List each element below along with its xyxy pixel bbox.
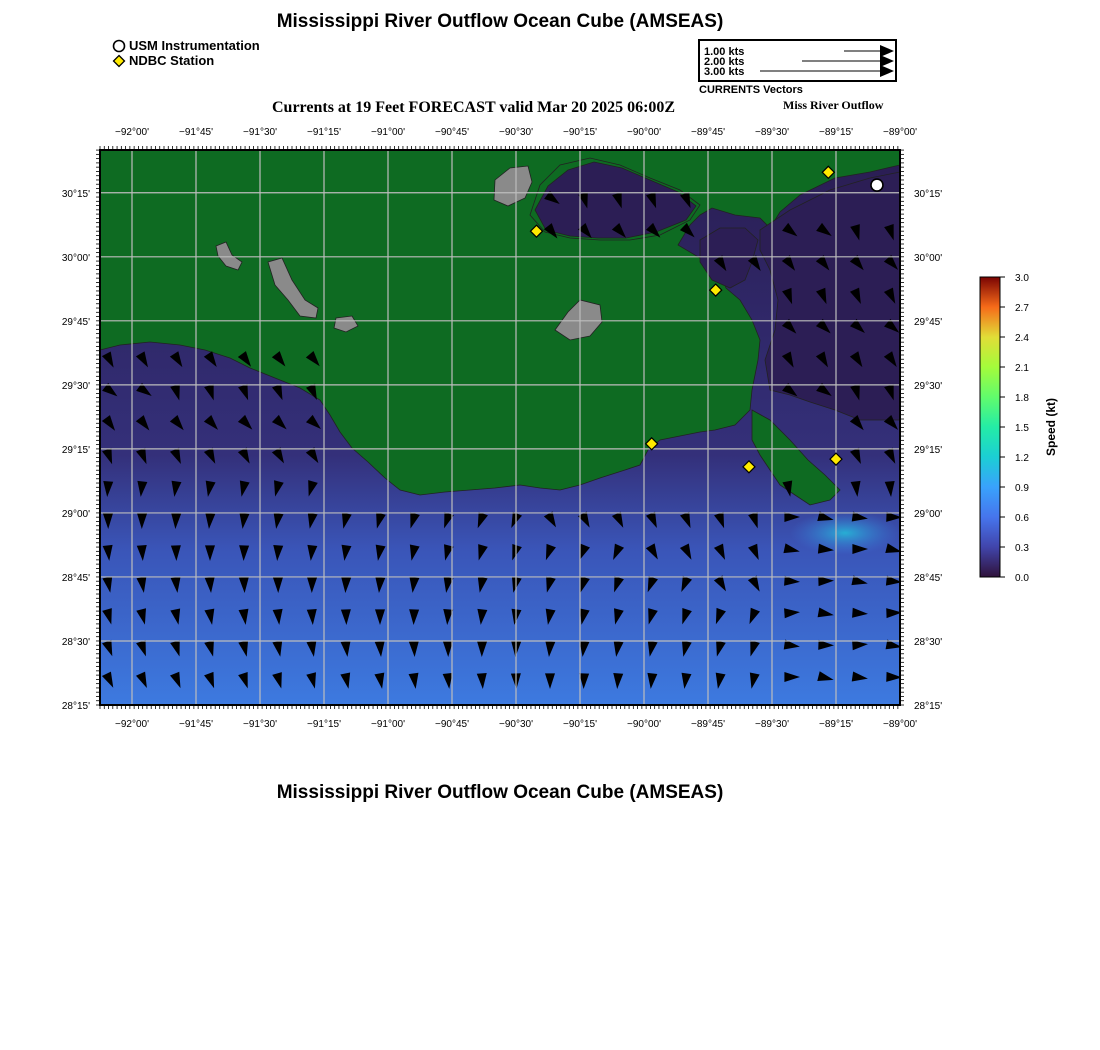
lat-label-left-1: 28°30' bbox=[61, 636, 90, 648]
colorbar-label-9: 2.7 bbox=[1015, 303, 1029, 314]
colorbar-label-0: 0.0 bbox=[1015, 573, 1029, 584]
lon-label-bottom-0: −92°00' bbox=[115, 719, 149, 730]
colorbar-label-2: 0.6 bbox=[1015, 513, 1029, 524]
lat-label-left-7: 30°00' bbox=[61, 252, 90, 264]
lon-label-top-3: −91°15' bbox=[307, 127, 341, 138]
lon-label-top-4: −91°00' bbox=[371, 127, 405, 138]
lon-label-bottom-2: −91°30' bbox=[243, 719, 277, 730]
lon-label-bottom-7: −90°15' bbox=[563, 719, 597, 730]
usm-site-0[interactable] bbox=[871, 179, 883, 191]
lon-label-bottom-8: −90°00' bbox=[627, 719, 661, 730]
lat-label-right-8: 30°15' bbox=[914, 188, 943, 200]
lon-label-top-12: −89°00' bbox=[883, 127, 917, 138]
map-subtitle: Currents at 19 Feet FORECAST valid Mar 20 2025 06:00Z bbox=[272, 99, 676, 116]
colorbar-label-6: 1.8 bbox=[1015, 393, 1029, 404]
lon-label-top-2: −91°30' bbox=[243, 127, 277, 138]
lat-label-left-2: 28°45' bbox=[61, 572, 90, 584]
lon-label-top-9: −89°45' bbox=[691, 127, 725, 138]
colorbar-label-10: 3.0 bbox=[1015, 273, 1029, 284]
lat-label-left-3: 29°00' bbox=[61, 508, 90, 520]
region-label: Miss River Outflow bbox=[783, 98, 884, 112]
vector-scale-caption: CURRENTS Vectors bbox=[699, 84, 803, 96]
scale-label-2: 2.00 kts bbox=[704, 56, 745, 68]
lon-label-top-8: −90°00' bbox=[627, 127, 661, 138]
lat-label-left-0: 28°15' bbox=[61, 701, 90, 712]
lon-label-top-6: −90°30' bbox=[499, 127, 533, 138]
lon-label-top-1: −91°45' bbox=[179, 127, 213, 138]
map-content bbox=[100, 150, 902, 705]
lon-label-bottom-1: −91°45' bbox=[179, 719, 213, 730]
lon-label-top-7: −90°15' bbox=[563, 127, 597, 138]
lon-label-top-10: −89°30' bbox=[755, 127, 789, 138]
scale-label-1: 1.00 kts bbox=[704, 46, 745, 58]
lat-label-right-2: 28°45' bbox=[914, 572, 943, 584]
lon-label-bottom-10: −89°30' bbox=[755, 719, 789, 730]
colorbar-label-8: 2.4 bbox=[1015, 333, 1029, 344]
legend-usm-label: USM Instrumentation bbox=[129, 38, 260, 53]
lat-label-left-4: 29°15' bbox=[61, 444, 90, 456]
colorbar-label-5: 1.5 bbox=[1015, 423, 1029, 434]
map-title-repeat: Mississippi River Outflow Ocean Cube (AMSEAS) bbox=[276, 782, 724, 803]
colorbar-ticks bbox=[1000, 273, 1029, 584]
lon-label-top-5: −90°45' bbox=[435, 127, 469, 138]
lat-label-right-5: 29°30' bbox=[914, 380, 943, 392]
lat-label-left-6: 29°45' bbox=[61, 316, 90, 328]
lat-label-right-1: 28°30' bbox=[914, 636, 943, 648]
river-plume bbox=[790, 511, 900, 555]
lon-label-top-11: −89°15' bbox=[819, 127, 853, 138]
lat-label-right-0: 28°15' bbox=[914, 701, 943, 712]
lat-label-left-5: 29°30' bbox=[61, 380, 90, 392]
lat-label-right-4: 29°15' bbox=[914, 444, 943, 456]
lon-label-bottom-3: −91°15' bbox=[307, 719, 341, 730]
map-title: Mississippi River Outflow Ocean Cube (AMSEAS) bbox=[276, 11, 724, 32]
speed-colorbar bbox=[980, 273, 1058, 584]
lon-label-bottom-4: −91°00' bbox=[371, 719, 405, 730]
colorbar-ramp bbox=[980, 277, 1000, 577]
lon-label-top-0: −92°00' bbox=[115, 127, 149, 138]
scale-label-3: 3.00 kts bbox=[704, 66, 745, 78]
lat-label-right-6: 29°45' bbox=[914, 316, 943, 328]
lon-label-bottom-6: −90°30' bbox=[499, 719, 533, 730]
lon-label-bottom-11: −89°15' bbox=[819, 719, 853, 730]
colorbar-label-3: 0.9 bbox=[1015, 483, 1029, 494]
colorbar-label-1: 0.3 bbox=[1015, 543, 1029, 554]
lon-label-bottom-9: −89°45' bbox=[691, 719, 725, 730]
colorbar-title: Speed (kt) bbox=[1044, 397, 1058, 457]
colorbar-label-4: 1.2 bbox=[1015, 453, 1029, 464]
legend-ndbc-label: NDBC Station bbox=[129, 53, 215, 68]
lat-label-left-8: 30°15' bbox=[61, 188, 90, 200]
lon-label-bottom-12: −89°00' bbox=[883, 719, 917, 730]
colorbar-label-7: 2.1 bbox=[1015, 363, 1029, 374]
lat-label-right-3: 29°00' bbox=[914, 508, 943, 520]
lat-label-right-7: 30°00' bbox=[914, 252, 943, 264]
lon-label-bottom-5: −90°45' bbox=[435, 719, 469, 730]
